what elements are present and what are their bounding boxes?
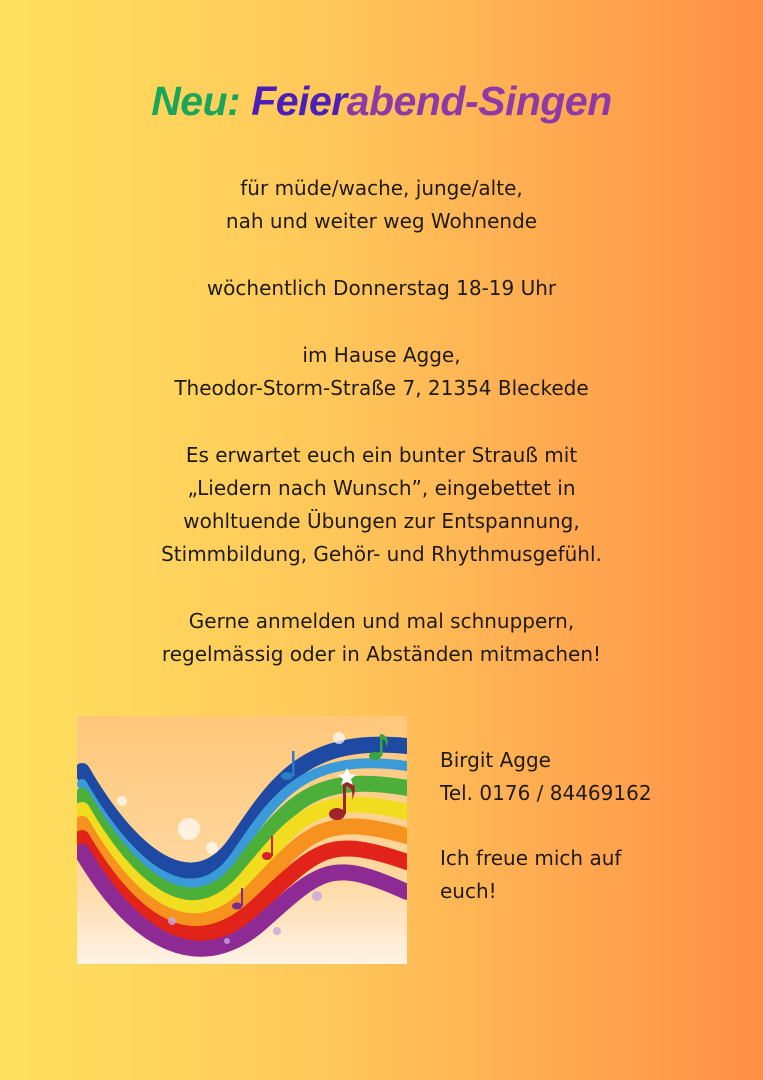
text-line: „Liedern nach Wunsch”, eingebettet in <box>187 476 576 500</box>
text-line: Ich freue mich auf <box>440 846 622 870</box>
closing-note <box>440 842 740 908</box>
title-part-new: Neu: <box>151 78 252 124</box>
text-line: im Hause Agge, <box>302 343 461 367</box>
content-paragraph <box>0 439 763 571</box>
text-line: Es erwartet euch ein bunter Strauß mit <box>185 443 578 467</box>
page-title <box>0 78 763 125</box>
rainbow-music-image <box>77 716 407 964</box>
schedule-paragraph <box>0 272 763 305</box>
contact-details <box>440 744 740 810</box>
title-part-abend-singen: abend-Singen <box>346 78 612 124</box>
text-line: nah und weiter weg Wohnende <box>225 209 538 233</box>
title-part-feier: Feier <box>251 78 347 124</box>
text-line: wöchentlich Donnerstag 18-19 Uhr <box>206 276 557 300</box>
text-line: Gerne anmelden und mal schnuppern, <box>188 609 575 633</box>
event-description <box>0 172 763 705</box>
invitation-paragraph <box>0 605 763 671</box>
text-line: für müde/wache, junge/alte, <box>240 176 523 200</box>
text-line: Stimmbildung, Gehör- und Rhythmusgefühl. <box>161 542 602 566</box>
contact-name: Birgit Agge <box>440 748 551 772</box>
text-line: wohltuende Übungen zur Entspannung, <box>183 509 580 533</box>
location-paragraph <box>0 339 763 405</box>
text-line: Theodor-Storm-Straße 7, 21354 Bleckede <box>174 376 589 400</box>
contact-info <box>440 744 740 940</box>
text-line: euch! <box>440 879 497 903</box>
contact-phone: Tel. 0176 / 84469162 <box>440 781 652 805</box>
audience-paragraph <box>0 172 763 238</box>
text-line: regelmässig oder in Abständen mitmachen! <box>161 642 602 666</box>
